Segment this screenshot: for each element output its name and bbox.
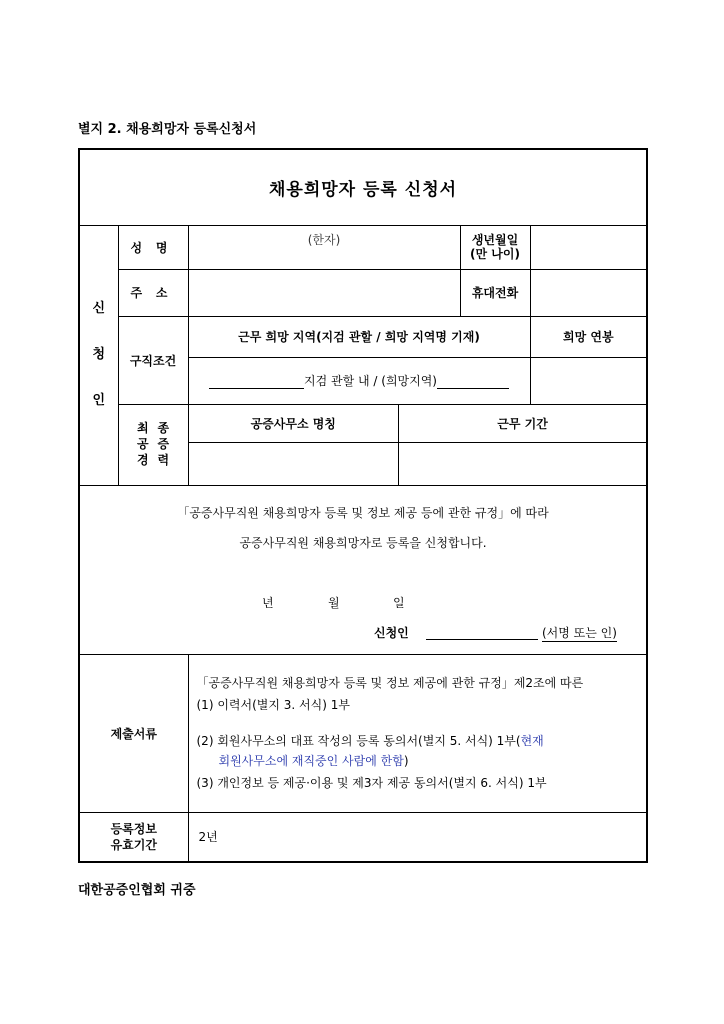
documents-intro: 「공증사무직원 채용희망자 등록 및 정보 제공에 관한 규정」제2조에 따른 — [196, 675, 584, 690]
declaration-block — [79, 485, 647, 654]
declaration-line1: 「공증사무직원 채용희망자 등록 및 정보 제공 등에 관한 규정」에 따라 — [177, 505, 549, 520]
applicant-sign-line[interactable] — [426, 624, 538, 640]
form-title: 채용희망자 등록 신청서 — [79, 149, 647, 225]
name-label: 성 명 — [118, 225, 188, 269]
name-field[interactable] — [188, 225, 460, 269]
document-item-2: (2) 회원사무소의 대표 작성의 등록 동의서(별지 5. 서식) 1부(현재 — [196, 733, 544, 748]
region-mid-text: 지검 관할 내 / (희망지역) — [304, 374, 437, 388]
document-item-1: (1) 이력서(별지 3. 서식) 1부 — [196, 697, 350, 712]
birth-field[interactable] — [530, 225, 647, 269]
salary-field[interactable] — [530, 357, 647, 404]
signature-hint: (서명 또는 인) — [542, 625, 617, 640]
name-hint: (한자) — [307, 232, 341, 247]
address-field[interactable] — [188, 269, 460, 316]
date-month: 월 — [328, 595, 340, 610]
footer-addressee: 대한공증인협회 귀중 — [78, 883, 196, 898]
declaration-line2: 공증사무직원 채용희망자로 등록을 신청합니다. — [239, 535, 487, 550]
address-label: 주 소 — [118, 269, 188, 316]
registration-form — [78, 148, 648, 863]
mobile-label: 휴대전화 — [460, 269, 530, 316]
career-table-cell — [188, 404, 647, 485]
documents-label: 제출서류 — [79, 654, 188, 812]
office-field[interactable] — [189, 443, 399, 485]
date-year: 년 — [262, 595, 274, 610]
salary-header: 희망 연봉 — [530, 316, 647, 357]
mobile-field[interactable] — [530, 269, 647, 316]
office-header: 공증사무소 명칭 — [189, 405, 399, 443]
date-day: 일 — [393, 595, 405, 610]
period-field[interactable] — [399, 443, 647, 485]
period-header: 근무 기간 — [399, 405, 647, 443]
document-item-2-cont: 회원사무소에 재직중인 사람에 한함) — [218, 754, 409, 769]
region-field[interactable] — [188, 357, 530, 404]
validity-label: 등록정보 유효기간 — [79, 812, 188, 862]
documents-list — [188, 654, 647, 812]
birth-label: 생년월일 (만 나이) — [460, 225, 530, 269]
document-item-3: (3) 개인정보 등 제공·이용 및 제3자 제공 동의서(별지 6. 서식) 1부 — [196, 776, 547, 791]
validity-value: 2년 — [188, 812, 647, 862]
applicant-label: 신 청 인 — [79, 225, 118, 485]
annex-title: 별지 2. 채용희망자 등록신청서 — [78, 122, 257, 137]
region-header: 근무 희망 지역(지검 관할 / 희망 지역명 기재) — [188, 316, 530, 357]
applicant-sign-label: 신청인 — [374, 625, 409, 640]
job-conditions-label: 구직조건 — [118, 316, 188, 404]
career-label: 최 종 공 증 경 력 — [118, 404, 188, 485]
